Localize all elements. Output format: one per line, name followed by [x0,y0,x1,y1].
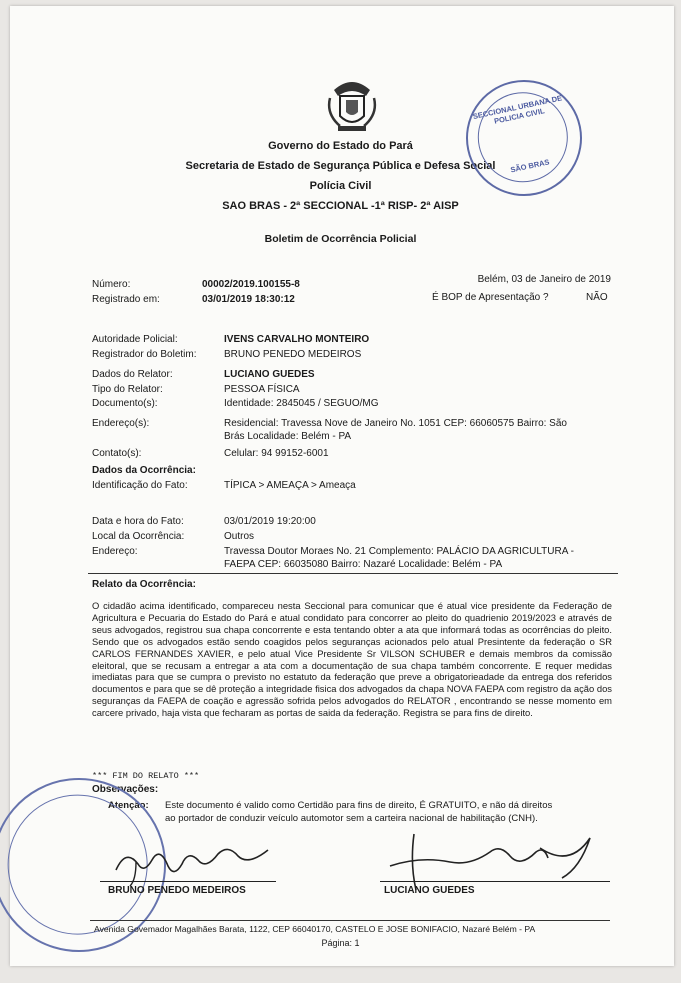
datahora-label: Data e hora do Fato: [92,516,184,527]
signature-line-left [100,881,276,882]
contato-label: Contato(s): [92,448,142,459]
numero-value: 00002/2019.100155-8 [202,279,300,290]
bop-value: NÃO [586,292,608,303]
signature-line-right [380,881,610,882]
page-number: Página: 1 [321,938,360,948]
footer-divider [90,920,610,921]
fato-value: TÍPICA > AMEAÇA > Ameaça [224,480,356,491]
signer-right-name: LUCIANO GUEDES [384,885,475,896]
ocorrencia-endereco-line-1: Travessa Doutor Moraes No. 21 Complemento: PALÁCIO DA AGRICULTURA - [224,546,574,557]
bop-label: É BOP de Apresentação ? [432,292,549,303]
fato-label: Identificação do Fato: [92,480,188,491]
endereco-label: Endereço(s): [92,418,150,429]
tipo-label: Tipo do Relator: [92,384,163,395]
documento-label: Documento(s): [92,398,158,409]
datahora-value: 03/01/2019 19:20:00 [224,516,316,527]
local-value: Outros [224,531,255,542]
header-seccional: SAO BRAS - 2ª SECCIONAL -1ª RISP- 2ª AISP [222,200,459,212]
registrador-label: Registrador do Boletim: [92,349,197,360]
atencao-line-2: ao portador de conduzir veículo automotor sem a carteira nacional de habilitação (CNH). [165,813,538,824]
section-divider [88,573,618,574]
endereco-line-1: Residencial: Travessa Nove de Janeiro No. 1051 CEP: 66060575 Bairro: São [224,418,567,429]
contato-value: Celular: 94 99152-6001 [224,448,329,459]
numero-label: Número: [92,279,131,290]
tipo-value: PESSOA FÍSICA [224,384,300,395]
signer-left-name: BRUNO PENEDO MEDEIROS [108,885,246,896]
registrado-value: 03/01/2019 18:30:12 [202,294,295,305]
observacoes-title: Observações: [92,784,159,795]
registrador-value: BRUNO PENEDO MEDEIROS [224,349,362,360]
local-label: Local da Ocorrência: [92,531,185,542]
autoridade-label: Autoridade Policial: [92,334,178,345]
atencao-label: Atenção: [108,800,149,811]
documento-value: Identidade: 2845045 / SEGUO/MG [224,398,379,409]
autoridade-value: IVENS CARVALHO MONTEIRO [224,334,370,345]
relator-label: Dados do Relator: [92,369,173,380]
header-policia: Polícia Civil [309,180,372,192]
stamp-bottom-text: SÃO BRAS [509,157,551,175]
ocorrencia-section-title: Dados da Ocorrência: [92,465,196,476]
relator-value: LUCIANO GUEDES [224,369,315,380]
coat-of-arms-emblem [326,76,378,136]
ocorrencia-endereco-label: Endereço: [92,546,138,557]
document-title: Boletim de Ocorrência Policial [264,233,417,245]
stamp-text: SECCIONAL URBANA DE POLICIA CIVIL [472,93,563,126]
header-government: Governo do Estado do Pará [268,140,413,152]
footer-address: Avenida Govemador Magalhães Barata, 1122, CEP 66040170, CASTELO E JOSE BONIFACIO, Nazaré Belém - PA [94,924,536,934]
city-date: Belém, 03 de Janeiro de 2019 [477,274,611,285]
endereco-line-2: Brás Localidade: Belém - PA [224,431,352,442]
relato-text: O cidadão acima identificado, compareceu nesta Seccional para comunicar que é atual vice presidente da Federação de Agricultura e Pecuaria do Estado do Pará e atual condidato para concorrer ao pleito do quadrienio 2019/2023 e através de seus advogados, registrou sua chapa concorrente e esta tentando obter a ata que informará todas as ocorrências do pleito. Sendo que os advogados estão sendo coagidos pelos seguranças acionados pelo atual Presintente da federação o SR CARLOS FERNANDES XAVIER, e pelo atual Vice Presidente Sr VILSON SCHUBER e demais membros da comissão eleitoral, que se recusam a entregar a ata com a documentação de sua chapa também concorrente. E requer medidas imediatas para que se cumpra o previsto no estatuto da federação que preve a obrigatorieadade da entrega dos referidos documentos e para que se dê proteção a integridade fisica dos advogados da chapa NOVA FAEPA com registro da ação dos seguranças da FAEPA de coação e agressão sofrida pelos advogados do RELATOR , encontrando se nesse momento em carcere privado, haja vista que fecharam as portas de saida da federação. Registra se para fins de direito. [92,600,612,719]
registrado-label: Registrado em: [92,294,160,305]
relato-title: Relato da Ocorrência: [92,579,196,590]
header-secretaria: Secretaria de Estado de Segurança Pública e Defesa Social [185,160,496,172]
fim-do-relato: *** FIM DO RELATO *** [92,771,200,781]
ocorrencia-endereco-line-2: FAEPA CEP: 66035080 Bairro: Nazaré Localidade: Belém - PA [224,559,503,570]
atencao-line-1: Este documento é valido como Certidão para fins de direito, É GRATUITO, e não dá direitos [165,800,553,811]
